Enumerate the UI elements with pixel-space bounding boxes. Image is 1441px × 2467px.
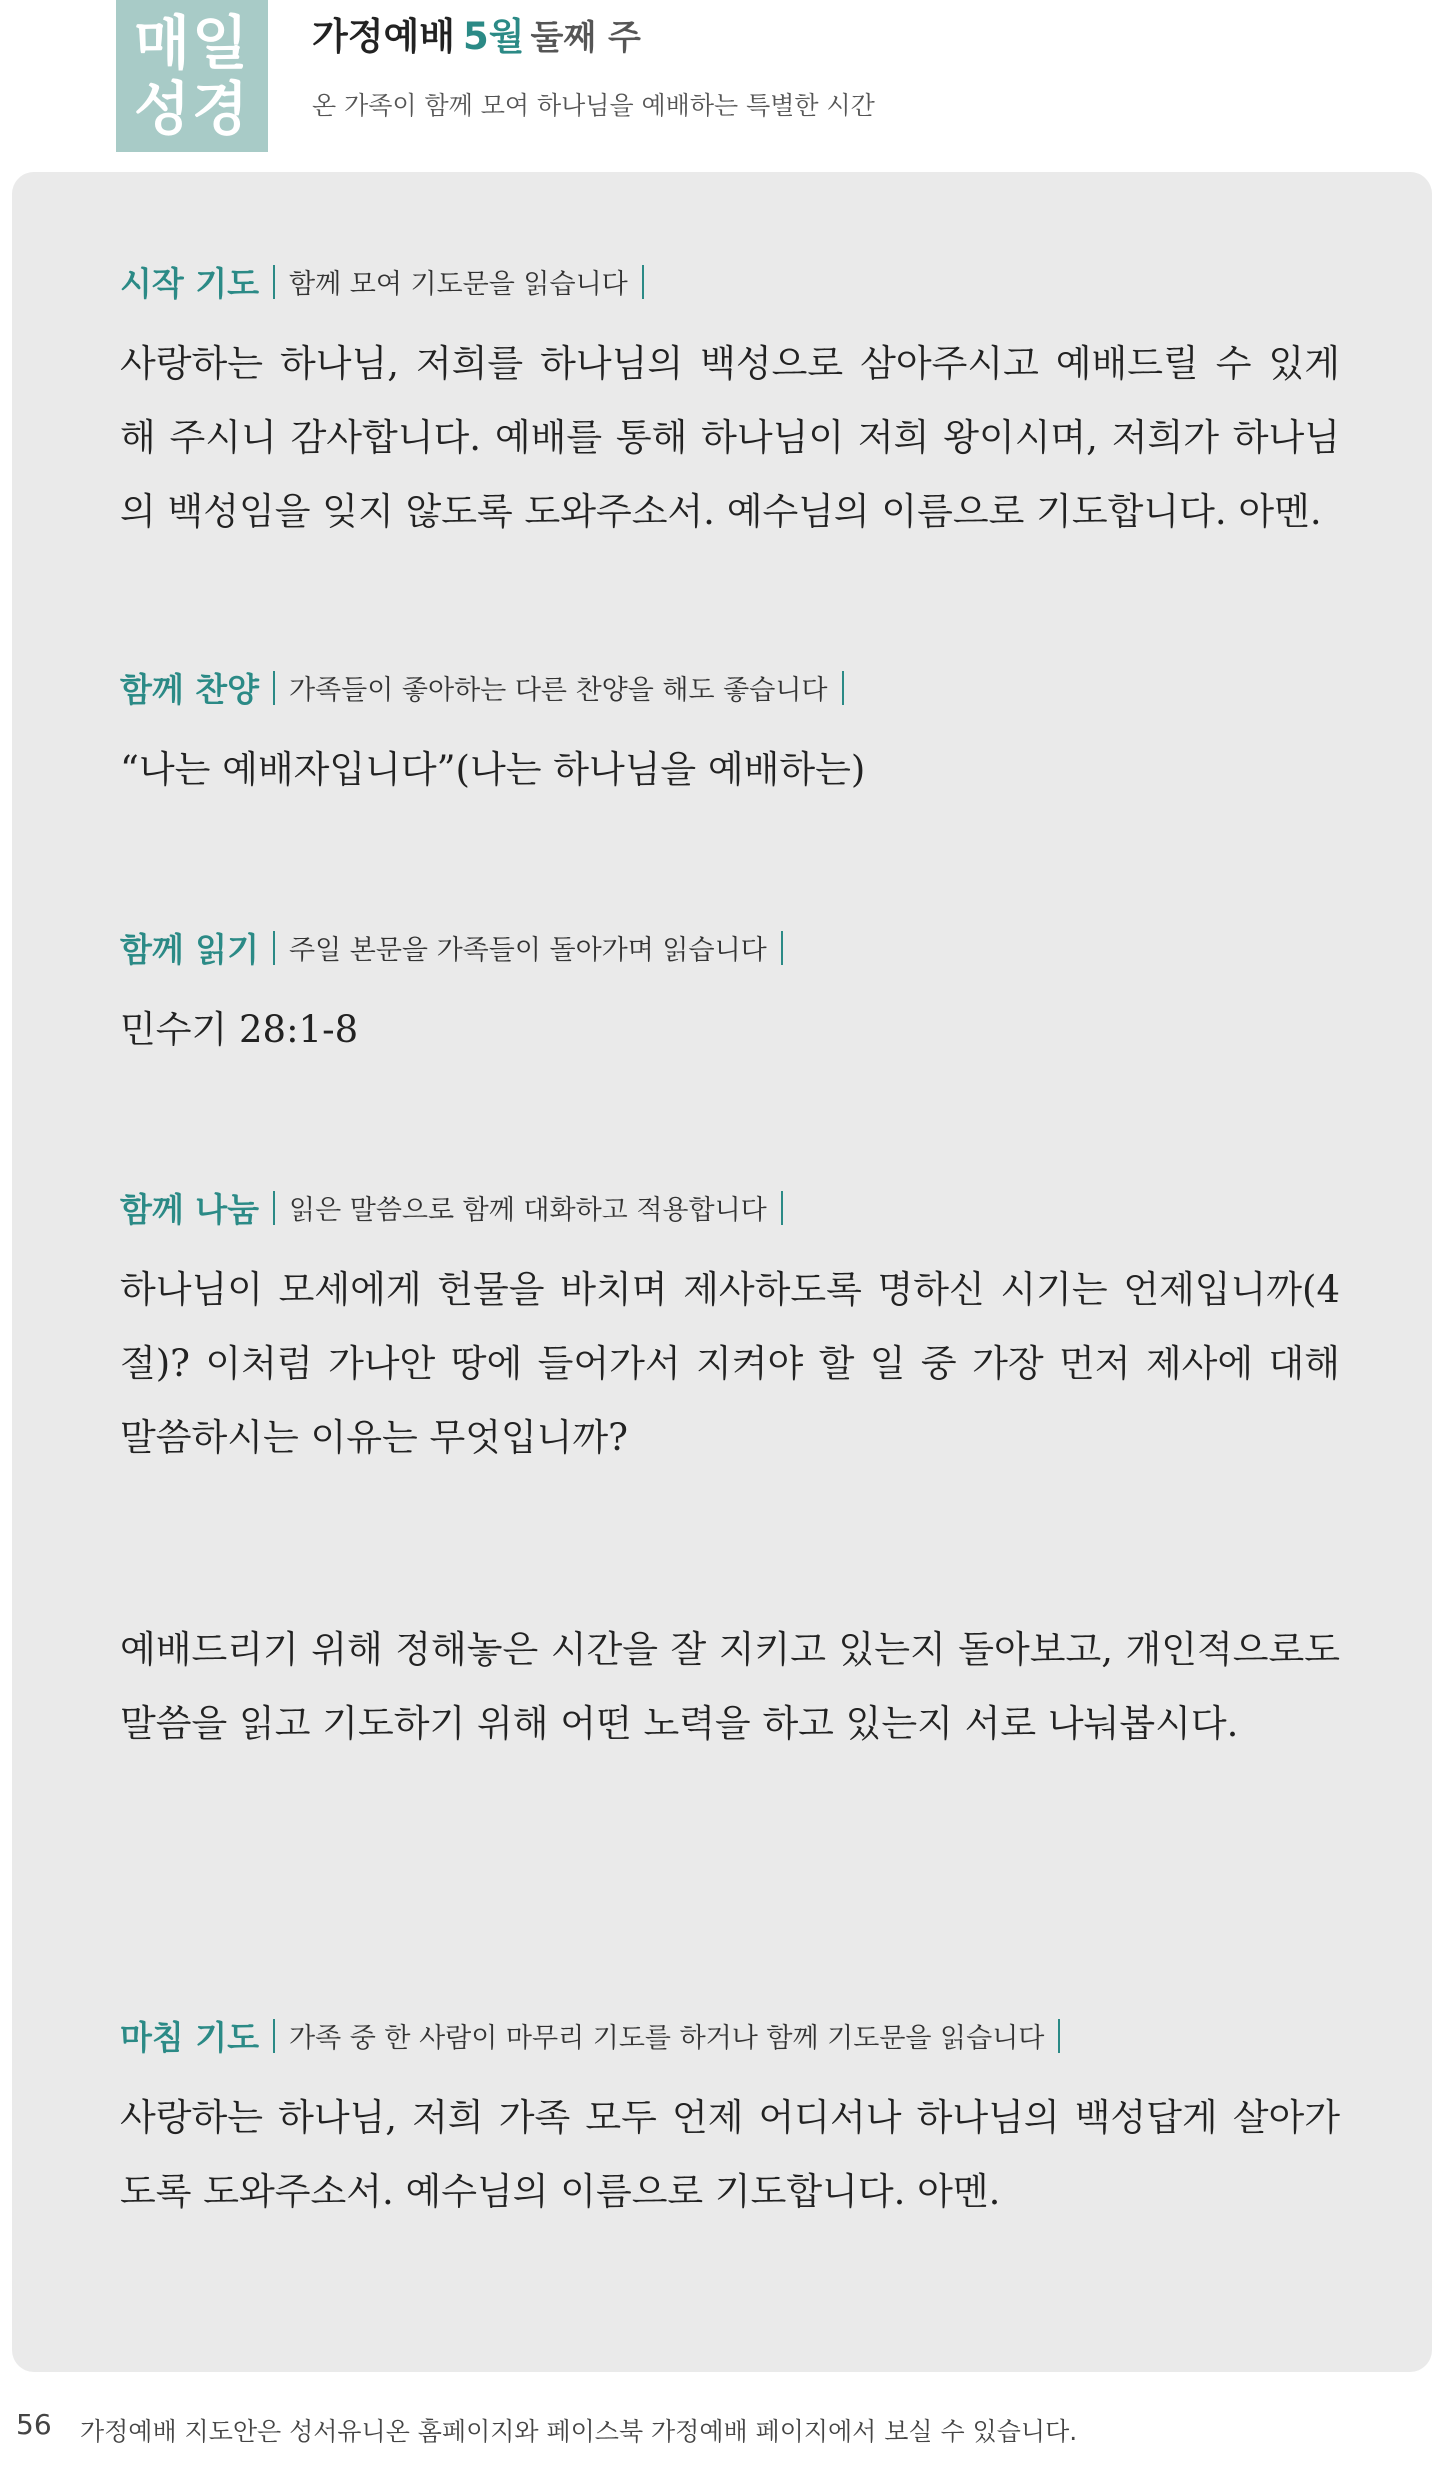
section-header bbox=[120, 664, 1340, 711]
title-main: 가정예배 bbox=[312, 15, 455, 58]
page-title bbox=[312, 6, 641, 60]
section-header bbox=[120, 1184, 1340, 1231]
section-body: 사랑하는 하나님, 저희를 하나님의 백성으로 삼아주시고 예배드릴 수 있게 해 주시니 감사합니다. 예배를 통해 하나님이 저희 왕이시며, 저희가 하나님의 백성임을 잊지 않도록 도와주소서. 예수님의 이름으로 기도합니다. 아멘. bbox=[120, 342, 1340, 533]
section-body: 사랑하는 하나님, 저희 가족 모두 언제 어디서나 하나님의 백성답게 살아가도록 도와주소서. 예수님의 이름으로 기도합니다. 아멘. bbox=[120, 2096, 1340, 2213]
section-note: 함께 모여 기도문을 읽습니다 bbox=[289, 269, 628, 300]
section-title: 함께 찬양 bbox=[120, 670, 260, 709]
logo-line-2: 성경 bbox=[133, 75, 251, 143]
page-number: 56 bbox=[16, 2408, 52, 2441]
divider bbox=[273, 671, 275, 705]
section-note: 주일 본문을 가족들이 돌아가며 읽습니다 bbox=[289, 935, 767, 966]
divider bbox=[642, 265, 644, 299]
divider bbox=[781, 1191, 783, 1225]
section-title: 함께 읽기 bbox=[120, 930, 260, 969]
logo-line-1: 매일 bbox=[133, 9, 251, 77]
section-note: 가족 중 한 사람이 마무리 기도를 하거나 함께 기도문을 읽습니다 bbox=[289, 2023, 1045, 2054]
page-subtitle: 온 가족이 함께 모여 하나님을 예배하는 특별한 시간 bbox=[312, 91, 875, 120]
section-note: 가족들이 좋아하는 다른 찬양을 해도 좋습니다 bbox=[289, 675, 828, 706]
section-title: 함께 나눔 bbox=[120, 1190, 260, 1229]
logo bbox=[116, 0, 268, 152]
footer-note: 가정예배 지도안은 성서유니온 홈페이지와 페이스북 가정예배 페이지에서 보실 수 있습니다. bbox=[80, 2417, 1078, 2446]
section-body: 하나님이 모세에게 헌물을 바치며 제사하도록 명하신 시기는 언제입니까(4절)? 이처럼 가나안 땅에 들어가서 지켜야 할 일 중 가장 먼저 제사에 대해 말씀하시는 이유는 무엇입니까? bbox=[120, 1268, 1340, 1459]
section-body-2: 예배드리기 위해 정해놓은 시간을 잘 지키고 있는지 돌아보고, 개인적으로도 말씀을 읽고 기도하기 위해 어떤 노력을 하고 있는지 서로 나눠봅시다. bbox=[120, 1628, 1340, 1745]
title-week: 둘째 주 bbox=[530, 18, 641, 58]
section-closing-prayer bbox=[120, 2012, 1340, 2229]
section-title: 시작 기도 bbox=[120, 264, 260, 303]
title-month: 5월 bbox=[462, 15, 525, 58]
section-header bbox=[120, 2012, 1340, 2059]
section-body: “나는 예배자입니다”(나는 하나님을 예배하는) bbox=[120, 748, 866, 791]
divider bbox=[1058, 2019, 1060, 2053]
section-header bbox=[120, 924, 1340, 971]
section-praise bbox=[120, 664, 1340, 807]
divider bbox=[273, 265, 275, 299]
section-title: 마침 기도 bbox=[120, 2018, 260, 2057]
section-header bbox=[120, 258, 1340, 305]
section-body: 민수기 28:1-8 bbox=[120, 1008, 359, 1051]
divider bbox=[273, 1191, 275, 1225]
section-note: 읽은 말씀으로 함께 대화하고 적용합니다 bbox=[289, 1195, 767, 1226]
divider bbox=[273, 931, 275, 965]
section-reading bbox=[120, 924, 1340, 1067]
section-sharing bbox=[120, 1184, 1340, 1761]
divider bbox=[273, 2019, 275, 2053]
section-opening-prayer bbox=[120, 258, 1340, 549]
divider bbox=[781, 931, 783, 965]
divider bbox=[842, 671, 844, 705]
